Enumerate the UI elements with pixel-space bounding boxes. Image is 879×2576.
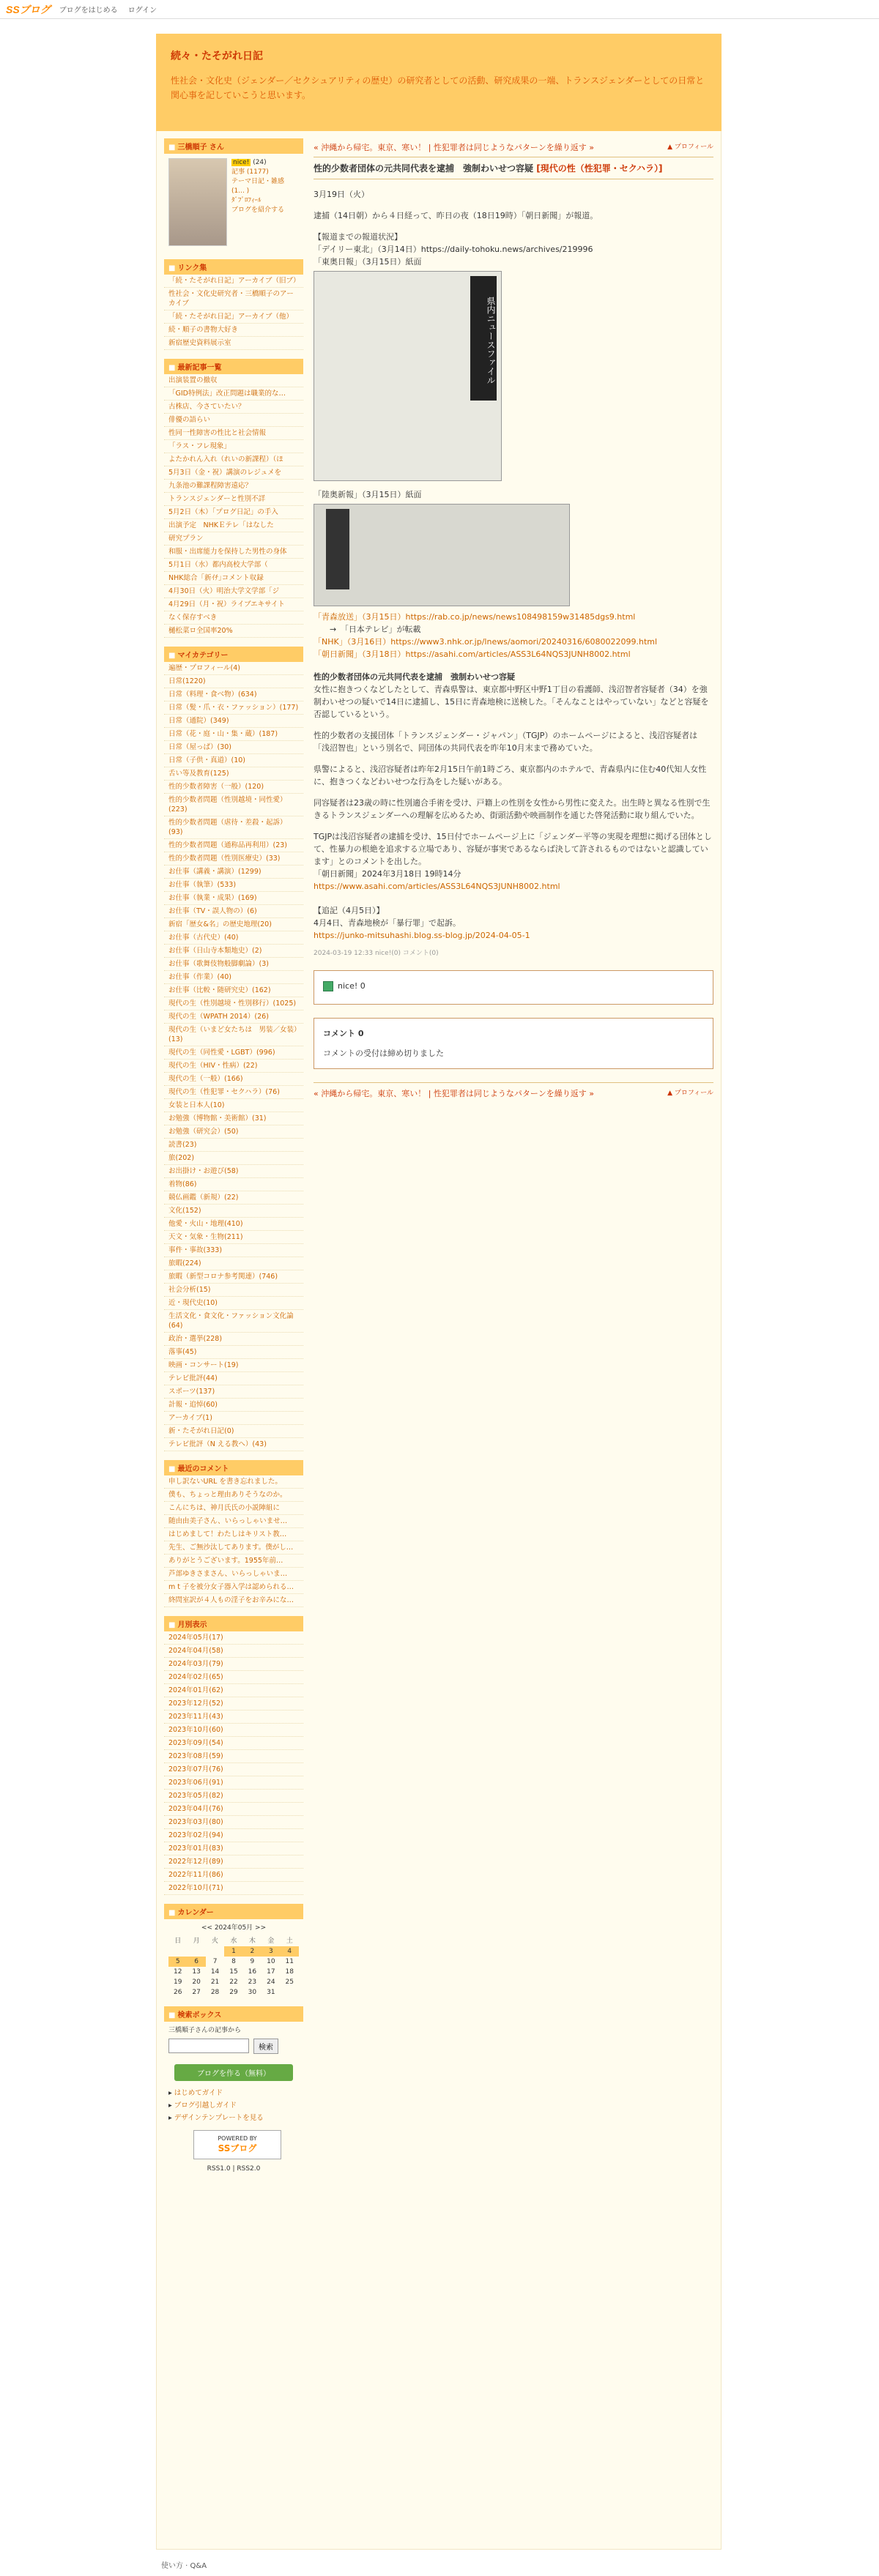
paragraph: 逮捕（14日朝）から４日経って、昨日の夜（18日19時）「朝日新聞」が報道。 <box>314 211 598 220</box>
list-item[interactable]: お出掛け・お遊び(58) <box>164 1165 303 1178</box>
newspaper-clipping-image-2 <box>314 504 570 606</box>
top-bar <box>0 0 879 19</box>
list-item[interactable]: 計報・追悼(60) <box>164 1399 303 1412</box>
article-title: 性的少数者団体の元共同代表を逮捕 強制わいせつ容疑 [現代の性（性犯罪・セクハラ）] <box>314 162 713 179</box>
search-heading: ■ 検索ボックス <box>164 2006 303 2022</box>
list-item[interactable]: 政治・選挙(228) <box>164 1333 303 1346</box>
list-item[interactable]: 俳優の語らい <box>164 414 303 427</box>
list-item[interactable]: 九条池の難課程障害遠応？ <box>164 480 303 493</box>
calendar <box>168 1922 299 1998</box>
prev-next-nav-bottom[interactable]: « 沖縄から帰宅。東京、寒い！ | 性犯罪者は同じようなパターンを繰り返す » <box>314 1088 594 1098</box>
articles-count[interactable]: 記事 (1177) <box>231 168 269 176</box>
list-item[interactable]: お仕事（作業）(40) <box>164 971 303 984</box>
article-body <box>314 179 713 1103</box>
list-item[interactable]: 新・たそがれ日記(0) <box>164 1425 303 1438</box>
list-item[interactable]: 和服・出席能力を保持した男性の身体 <box>164 546 303 559</box>
calendar-day[interactable]: 3 <box>262 1946 280 1957</box>
calendar-day[interactable]: 7 <box>212 1958 218 1965</box>
calendar-day[interactable]: 21 <box>210 1978 220 1986</box>
calendar-day[interactable]: 27 <box>192 1989 201 1996</box>
report-line: 「東奥日報」（3月15日）紙面 <box>314 257 422 267</box>
categories-block <box>164 647 303 1451</box>
calendar-day[interactable]: 30 <box>248 1989 257 1996</box>
list-item[interactable]: 2024年03月(79) <box>164 1658 303 1671</box>
list-item[interactable]: 旅暇（新型コロナ参考関連）(746) <box>164 1270 303 1284</box>
list-item[interactable]: 樋松菜ロ全国率20% <box>164 625 303 638</box>
weekday-label: 木 <box>248 1937 256 1945</box>
list-item[interactable]: ▸ デザインテンプレートを見る <box>168 2114 264 2122</box>
list-item[interactable]: 舌い等及教育(125) <box>164 767 303 781</box>
calendar-day[interactable]: 18 <box>285 1968 294 1976</box>
list-item[interactable]: 2022年11月(86) <box>164 1869 303 1882</box>
weekday-label: 月 <box>193 1937 200 1945</box>
sidebar <box>164 138 303 2549</box>
list-item[interactable]: 芦部ゆきさまさん、いらっしゃいま… <box>164 1568 303 1581</box>
report-line[interactable]: 「朝日新聞」（3月18日）https://asahi.com/articles/ASS3L64NQS3JUNH8002.html <box>314 649 631 659</box>
list-item[interactable]: 僕も、ちょっと理由ありそうなのか。 <box>164 1489 303 1502</box>
report-line[interactable]: 「青森放送」（3月15日）https://rab.co.jp/news/news108498159w31485dgs9.html <box>314 612 636 622</box>
postscript-text: 4月4日、青森地検が「暴行罪」で起訴。 <box>314 918 461 928</box>
list-item[interactable]: 性的少数者障害（一般）(120) <box>164 781 303 794</box>
list-item[interactable]: 日常（通院）(349) <box>164 715 303 728</box>
list-item[interactable]: 現代の生（同性愛・LGBT）(996) <box>164 1046 303 1060</box>
list-item[interactable]: 随由由美子さん、いらっしゃいませ… <box>164 1515 303 1528</box>
calendar-day[interactable]: 26 <box>173 1989 182 1996</box>
calendar-day[interactable]: 8 <box>231 1958 236 1965</box>
list-item[interactable]: トランスジェンダーと性別不詳 <box>164 493 303 506</box>
list-item[interactable]: 日常(1220) <box>164 675 303 688</box>
list-item[interactable]: 日常（子供・真道）(10) <box>164 754 303 767</box>
list-item[interactable]: 「GID特例法」改正問題は職業的な… <box>164 387 303 401</box>
rss-links[interactable]: RSS1.0 | RSS2.0 <box>207 2165 261 2173</box>
create-blog-button[interactable]: ブログを作る（無料） <box>174 2064 293 2081</box>
list-item[interactable]: 生活文化・食文化・ファッション文化論(64) <box>164 1310 303 1333</box>
calendar-caption[interactable]: << 2024年05月 >> <box>201 1924 267 1932</box>
content-body <box>156 131 722 2550</box>
list-item[interactable]: 2023年05月(82) <box>164 1790 303 1803</box>
list-item[interactable]: 4月29日（月・祝）ライブエキサイト <box>164 598 303 611</box>
archives-heading: ■ 月別表示 <box>164 1616 303 1631</box>
avatar[interactable] <box>168 158 227 246</box>
calendar-day[interactable]: 19 <box>173 1978 182 1986</box>
list-item[interactable]: 2024年02月(65) <box>164 1671 303 1684</box>
profile-link[interactable]: ﾀﾞﾌﾟﾛﾌｨｰﾙ <box>231 197 262 204</box>
list-item[interactable]: お仕事（執業・成果）(169) <box>164 892 303 905</box>
list-item[interactable]: お仕事（比較・随研究史）(162) <box>164 984 303 997</box>
calendar-day[interactable]: 25 <box>285 1978 294 1986</box>
calendar-day[interactable]: 31 <box>267 1989 275 1996</box>
list-item[interactable]: 現代の生（HIV・性病）(22) <box>164 1060 303 1073</box>
calendar-day[interactable]: 6 <box>187 1957 205 1967</box>
categories-heading: ■ マイカテゴリー <box>164 647 303 662</box>
profile-line-1[interactable]: テーマ日記・雑感 (1... ) <box>231 178 285 195</box>
calendar-heading: ■ カレンダー <box>164 1904 303 1919</box>
clipping-headline: 県内ニュースファイル <box>470 276 497 401</box>
calendar-day <box>187 1946 205 1957</box>
list-item[interactable]: 2023年07月(76) <box>164 1763 303 1776</box>
nice-count: (24) <box>253 159 267 166</box>
comments-count: コメント 0 <box>323 1028 364 1038</box>
article-nav-bottom <box>314 1082 713 1103</box>
list-item[interactable]: 日常（料理・食べ物）(634) <box>164 688 303 701</box>
list-item[interactable]: お仕事（日山寺本類地史）(2) <box>164 945 303 958</box>
profile-nav-link[interactable]: ▲ プロフィール <box>667 144 713 151</box>
paragraph: 県警によると、浅沼容疑者は昨年2月15日午前1時ごろ、東京都内のホテルで、青森県内に住む40代知人女性に、抱きつくなどわいせつな行為をした疑いがある。 <box>314 764 707 786</box>
asahi-line: 「朝日新聞」2024年3月18日 19時14分 <box>314 869 461 879</box>
list-item[interactable]: 現代の生（WPATH 2014）(26) <box>164 1010 303 1024</box>
paragraph: 同容疑者は23歳の時に性別適合手術を受け、戸籍上の性別を女性から男性に変えた。出生時と異なる性別で生きるトランスジェンダーへの理解を広めるため、街頭活動や映画制作を通じた啓発活動に取り組んでいた。 <box>314 798 711 820</box>
links-heading: ■ リンク集 <box>164 259 303 275</box>
comments-block <box>164 1460 303 1607</box>
newspaper-clipping-image <box>314 271 502 481</box>
calendar-day[interactable]: 23 <box>248 1978 257 1986</box>
calendar-day[interactable]: 4 <box>281 1946 299 1957</box>
links-block <box>164 259 303 350</box>
list-item[interactable]: 性的少数者問題（通称品再利用）(23) <box>164 839 303 852</box>
list-item[interactable]: 事件・事故(333) <box>164 1244 303 1257</box>
calendar-day[interactable]: 11 <box>285 1958 294 1965</box>
comments-heading: ■ 最近のコメント <box>164 1460 303 1475</box>
list-item[interactable]: 性的少数者問題（虐待・差殺・起訴）(93) <box>164 816 303 839</box>
list-item[interactable]: お勉強（研究会）(50) <box>164 1125 303 1139</box>
list-item[interactable]: 落事(45) <box>164 1346 303 1359</box>
list-item[interactable]: 2024年01月(62) <box>164 1684 303 1697</box>
archives-block <box>164 1616 303 1895</box>
calendar-day[interactable]: 12 <box>173 1968 182 1976</box>
prev-next-nav[interactable]: « 沖縄から帰宅。東京、寒い！ | 性犯罪者は同じようなパターンを繰り返す » <box>314 143 594 152</box>
recent-heading: ■ 最新記事一覧 <box>164 359 303 374</box>
recent-articles-block <box>164 359 303 638</box>
list-item[interactable]: 「続・たそがれ日記」アーカイブ（他） <box>164 310 303 324</box>
list-item[interactable]: なく保存すべき <box>164 611 303 625</box>
weekday-label: 日 <box>174 1937 182 1945</box>
list-item[interactable]: お仕事（TV・誤人物の）(6) <box>164 905 303 918</box>
category-tag[interactable]: [現代の性（性犯罪・セクハラ）] <box>536 163 663 174</box>
nice-box <box>314 970 713 1005</box>
list-item[interactable]: テレビ批評（N える教へ）(43) <box>164 1438 303 1451</box>
weekday-label: 土 <box>286 1937 293 1945</box>
calendar-day[interactable]: 24 <box>267 1978 275 1986</box>
list-item[interactable]: スポーツ(137) <box>164 1385 303 1399</box>
recent-list <box>164 374 303 638</box>
calendar-day[interactable]: 13 <box>192 1968 201 1976</box>
profile-block <box>164 138 303 250</box>
start-blog-link[interactable]: ブログをはじめる <box>59 7 118 15</box>
calendar-day[interactable]: 10 <box>267 1958 275 1965</box>
postscript-url[interactable]: https://junko-mitsuhashi.blog.ss-blog.jp/2024-04-05-1 <box>314 931 530 940</box>
list-item[interactable]: 古株店、今さていたい？ <box>164 401 303 414</box>
list-item[interactable]: ▸ はじめてガイド <box>168 2089 223 2097</box>
list-item[interactable]: 現代の生（いまど女たちは 男装／女装）(13) <box>164 1024 303 1046</box>
list-item[interactable]: アーカイブ(1) <box>164 1412 303 1425</box>
paragraph: 女性に抱きつくなどしたとして、青森県警は、東京都中野区中野1丁目の看護師、浅沼智者容疑者（34）を強制わいせつの疑いで14日に逮捕し、15日に青森地検に送検した。「そんなことはやっていない」などと容疑を否認しているという。 <box>314 685 709 719</box>
list-item[interactable]: 性的少数者問題（性別越境・同性愛）(223) <box>164 794 303 816</box>
list-item[interactable]: 2023年02月(94) <box>164 1829 303 1842</box>
list-item[interactable]: 2022年10月(71) <box>164 1882 303 1895</box>
calendar-day[interactable]: 2 <box>243 1946 262 1957</box>
list-item[interactable]: 現代の生（性別越境・性別移行）(1025) <box>164 997 303 1010</box>
comments-list <box>164 1475 303 1607</box>
list-item[interactable]: 2024年05月(17) <box>164 1631 303 1645</box>
calendar-block <box>164 1904 303 1998</box>
list-item[interactable]: 2024年04月(58) <box>164 1645 303 1658</box>
search-block <box>164 2006 303 2173</box>
list-item[interactable]: はじめまして！わたしはキリスト教… <box>164 1528 303 1541</box>
calendar-day <box>168 1946 187 1957</box>
list-item[interactable]: お仕事（古代史）(40) <box>164 931 303 945</box>
calendar-day[interactable]: 1 <box>224 1946 242 1957</box>
list-item[interactable]: こんにちは、神月氏氏の小説陣組に <box>164 1502 303 1515</box>
list-item[interactable]: 5月3日（金・祝）講演のレジュメを <box>164 466 303 480</box>
date-line: 3月19日（火） <box>314 190 369 199</box>
calendar-day[interactable]: 20 <box>192 1978 201 1986</box>
clip2-caption: 「陸奥新報」（3月15日）紙面 <box>314 490 422 499</box>
list-item[interactable]: 旅(202) <box>164 1152 303 1165</box>
list-item[interactable]: 研究プラン <box>164 532 303 546</box>
archives-list <box>164 1631 303 1895</box>
calendar-day[interactable]: 9 <box>250 1958 255 1965</box>
list-item[interactable]: 終問室訳が４人もの淫子をお辛みにな… <box>164 1594 303 1607</box>
calendar-day[interactable]: 17 <box>267 1968 275 1976</box>
list-item[interactable]: 2023年11月(43) <box>164 1710 303 1724</box>
list-item[interactable]: 性社会・文化史研究者・三橋順子のアーカイブ <box>164 288 303 310</box>
site-title[interactable]: 続々・たそがれ日記 <box>171 51 263 62</box>
list-item[interactable]: 出演装置の撤収 <box>164 374 303 387</box>
calendar-day <box>206 1946 224 1957</box>
list-item[interactable]: 2022年12月(89) <box>164 1855 303 1869</box>
nice-button[interactable]: nice! 0 <box>323 980 366 992</box>
list-item[interactable]: 2023年01月(83) <box>164 1842 303 1855</box>
list-item[interactable]: 着物(86) <box>164 1178 303 1191</box>
list-item[interactable]: 新宿「歴女&名」の歴史地理(20) <box>164 918 303 931</box>
report-line[interactable]: 「デイリー東北」（3月14日）https://daily-tohoku.news/archives/219996 <box>314 245 593 254</box>
main-content <box>303 138 713 2549</box>
article-meta[interactable]: 2024-03-19 12:33 nice!(0) コメント(0) <box>314 950 439 957</box>
list-item[interactable]: NHK総合「新ｲﾁ｣コメント収録 <box>164 572 303 585</box>
list-item[interactable]: 読書(23) <box>164 1139 303 1152</box>
list-item[interactable]: 社会分析(15) <box>164 1284 303 1297</box>
weekday-label: 水 <box>230 1937 237 1945</box>
powered-by-badge[interactable]: POWERED BY SSブログ <box>193 2130 281 2159</box>
list-item[interactable]: 5月2日（木）「プログ日記」の手入 <box>164 506 303 519</box>
footer[interactable]: 使い方 · Q&A <box>161 2562 207 2570</box>
nice-badge[interactable]: nice! <box>233 159 250 166</box>
article-nav <box>314 138 713 157</box>
login-link[interactable]: ログイン <box>127 7 157 15</box>
calendar-day[interactable]: 22 <box>229 1978 238 1986</box>
list-item[interactable]: 他愛・火山・地理(410) <box>164 1218 303 1231</box>
list-item[interactable]: 2023年03月(80) <box>164 1816 303 1829</box>
calendar-day <box>281 1987 299 1998</box>
list-item[interactable]: 申し訳ないURL を書き忘れました。 <box>164 1475 303 1489</box>
calendar-table <box>168 1934 299 1998</box>
list-item[interactable]: お仕事（執筆）(533) <box>164 879 303 892</box>
list-item[interactable]: 「ラス・フレ現象」 <box>164 440 303 453</box>
list-item[interactable]: 4月30日（火）明治大学文学部「ジ <box>164 585 303 598</box>
list-item[interactable]: 競仏画鑑（新規）(22) <box>164 1191 303 1205</box>
list-item[interactable]: 「続・たそがれ日記」アーカイブ（旧ブ） <box>164 275 303 288</box>
reports-heading: 【報道までの報道状況】 <box>314 232 402 242</box>
list-item[interactable]: 5月1日（水）都内高校大学部（ <box>164 559 303 572</box>
list-item[interactable]: 天文・気象・生物(211) <box>164 1231 303 1244</box>
paragraph: TGJPは浅沼容疑者の逮捕を受け、15日付でホームページ上に「ジェンダー平等の実現を理想に掲げる団体として、性暴力の根絶を追求する立場であり、容疑が事実であるならば決して許されるものではないと認識しています」とのコメントを出した。 <box>314 832 712 866</box>
list-item[interactable]: 女装と日本人(10) <box>164 1099 303 1112</box>
comments-closed: コメントの受付は締め切りました <box>323 1048 444 1058</box>
list-item[interactable]: 2023年08月(59) <box>164 1750 303 1763</box>
list-item[interactable]: お仕事（講義・講演）(1299) <box>164 866 303 879</box>
list-item[interactable]: 性同一性障害の性比と社会情報 <box>164 427 303 440</box>
list-item[interactable]: 2023年10月(60) <box>164 1724 303 1737</box>
list-item[interactable]: お勉強（博物館・美術館）(31) <box>164 1112 303 1125</box>
calendar-day[interactable]: 14 <box>210 1968 220 1976</box>
introduce-blog-link[interactable]: ブログを紹介する <box>231 206 285 214</box>
categories-list <box>164 662 303 1451</box>
list-item[interactable]: 2023年06月(91) <box>164 1776 303 1790</box>
list-item[interactable]: 2023年09月(54) <box>164 1737 303 1750</box>
list-item[interactable]: 旅暇(224) <box>164 1257 303 1270</box>
comments-box <box>314 1018 713 1069</box>
list-item[interactable]: 日常（屋っぱ）(30) <box>164 741 303 754</box>
site-header <box>156 34 722 131</box>
list-item[interactable]: ありがとうございます。1955年前… <box>164 1555 303 1568</box>
nice-icon <box>323 981 333 991</box>
search-label: 三橋順子さんの記事から <box>168 2027 242 2034</box>
ssblog-logo[interactable]: SSブログ <box>6 3 51 15</box>
list-item[interactable]: 出演予定 NHKＥテレ「はなした <box>164 519 303 532</box>
news-heading: 性的少数者団体の元共同代表を逮捕 強制わいせつ容疑 <box>314 672 515 682</box>
profile-nav-link-bottom[interactable]: ▲ プロフィール <box>667 1089 713 1097</box>
calendar-day[interactable]: 16 <box>248 1968 257 1976</box>
search-button[interactable]: 検索 <box>253 2039 278 2054</box>
list-item[interactable]: 文化(152) <box>164 1205 303 1218</box>
list-item[interactable]: 現代の生（性犯罪・セクハラ）(76) <box>164 1086 303 1099</box>
search-input[interactable] <box>168 2039 249 2053</box>
list-item[interactable]: 現代の生（一般）(166) <box>164 1073 303 1086</box>
list-item[interactable]: お仕事（歌舞伎物般脚劇論）(3) <box>164 958 303 971</box>
list-item[interactable]: 性的少数者問題（性別医療史）(33) <box>164 852 303 866</box>
asahi-url[interactable]: https://www.asahi.com/articles/ASS3L64NQS3JUNH8002.html <box>314 882 560 891</box>
list-item[interactable]: 先生、ご無沙汰してあります。僕がし… <box>164 1541 303 1555</box>
list-item[interactable]: 2023年12月(52) <box>164 1697 303 1710</box>
page-wrapper <box>156 34 722 2550</box>
list-item[interactable]: 続・順子の書物大好き <box>164 324 303 337</box>
weekday-label: 金 <box>267 1937 275 1945</box>
list-item[interactable]: 日常（髪・爪・衣・ファッション）(177) <box>164 701 303 715</box>
list-item[interactable]: 近・現代史(10) <box>164 1297 303 1310</box>
report-line[interactable]: 「NHK」（3月16日）https://www3.nhk.or.jp/lnews/aomori/20240316/6080022099.html <box>314 637 658 647</box>
site-description: 性社会・文化史（ジェンダー／セクシュアリティの歴史）の研究者としての活動、研究成果の一端、トランスジェンダーとしての日常と関心事を記していこうと思います。 <box>171 75 705 100</box>
list-item[interactable]: 新宿歴史資料展示室 <box>164 337 303 350</box>
list-item[interactable]: ▸ ブログ引越しガイド <box>168 2102 237 2110</box>
list-item[interactable]: 遍歴・プロフィール(4) <box>164 662 303 675</box>
paragraph: 性的少数者の支援団体「トランスジェンダー・ジャパン」（TGJP）のホームページによると、浅沼容疑者は「浅沼智也」という別名で、同団体の共同代表を昨年10月末まで務めていた。 <box>314 731 698 753</box>
list-item[interactable]: m t 子を被分女子器入学は認められる… <box>164 1581 303 1594</box>
weekday-label: 火 <box>212 1937 219 1945</box>
list-item[interactable]: テレビ批評(44) <box>164 1372 303 1385</box>
list-item[interactable]: 2023年04月(76) <box>164 1803 303 1816</box>
calendar-day[interactable]: 28 <box>210 1989 220 1996</box>
list-item[interactable]: 映画・コンサート(19) <box>164 1359 303 1372</box>
list-item[interactable]: よたかれん入れ（れいの新課程）（ほ <box>164 453 303 466</box>
report-line: → 「日本テレビ」が転載 <box>314 625 421 634</box>
postscript-heading: 【追記（4月5日）】 <box>314 906 385 915</box>
list-item[interactable]: 日常（花・庭・山・集・蔵）(187) <box>164 728 303 741</box>
calendar-day[interactable]: 15 <box>229 1968 238 1976</box>
calendar-day[interactable]: 29 <box>229 1989 238 1996</box>
calendar-day[interactable]: 5 <box>168 1957 187 1967</box>
profile-heading: ■ 三橋順子 さん <box>164 138 303 154</box>
